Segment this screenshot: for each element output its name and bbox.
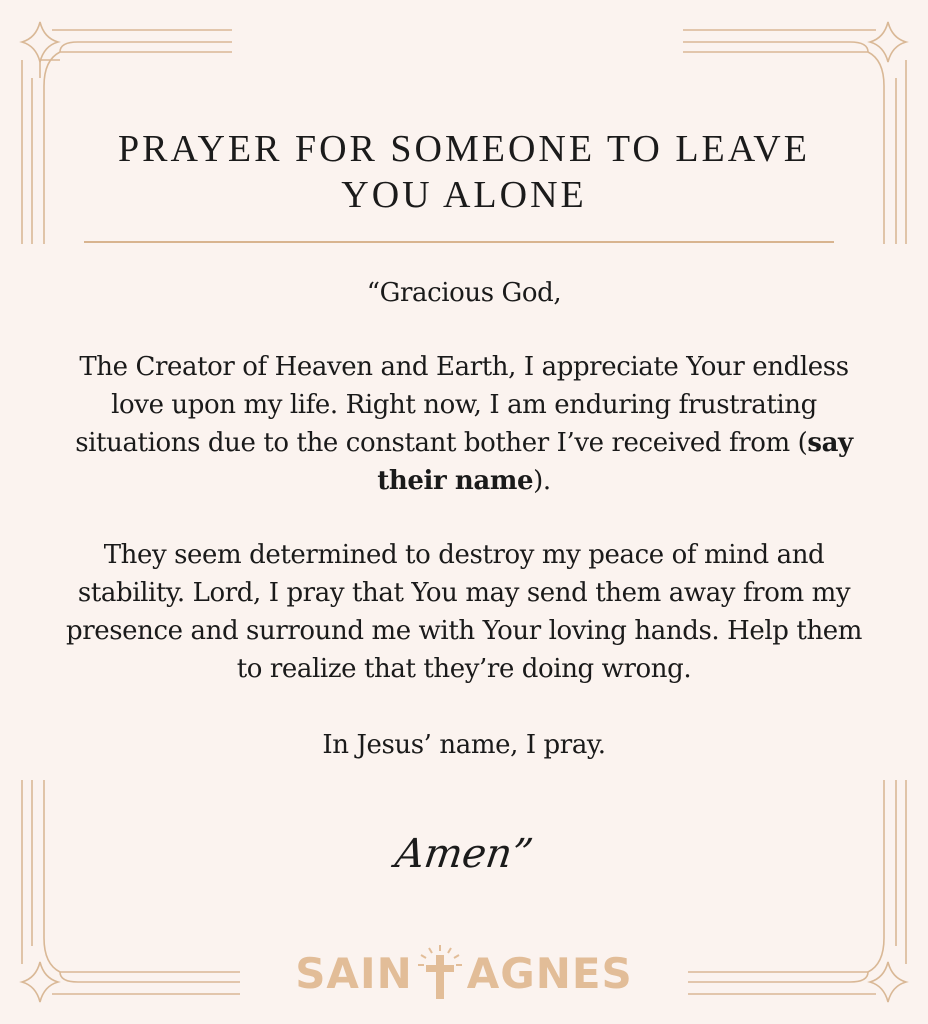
paragraph-1-end: ). bbox=[533, 466, 551, 496]
title-divider bbox=[84, 241, 834, 243]
amen-signature: Amen” bbox=[392, 831, 536, 877]
brand-logo bbox=[290, 938, 638, 1008]
prayer-greeting: “Gracious God, bbox=[366, 278, 562, 308]
logo-text-right: AGNES bbox=[466, 948, 633, 998]
corner-ornament-bottom-left bbox=[22, 780, 240, 1002]
cross-icon bbox=[415, 943, 465, 1003]
logo-text-left: SAIN bbox=[295, 948, 413, 998]
prayer-closing: In Jesus’ name, I pray. bbox=[322, 730, 606, 760]
prayer-paragraph-2: They seem determined to destroy my peace of mind and stability. Lord, I pray that You may send them away from my presence and surround me with Your loving hands. Help them to realize that they’re doing wrong. bbox=[65, 540, 863, 684]
corner-ornament-bottom-right bbox=[688, 780, 906, 1002]
prayer-paragraph-1 bbox=[60, 348, 868, 500]
paragraph-1-text: The Creator of Heaven and Earth, I appreciate Your endless love upon my life. Right now, I am enduring frustrating situations due to the constant bother I’ve received from ( bbox=[75, 352, 849, 458]
placeholder-name-bold: say their name bbox=[377, 428, 853, 496]
page-title: PRAYER FOR SOMEONE TO LEAVE YOU ALONE bbox=[118, 128, 810, 216]
